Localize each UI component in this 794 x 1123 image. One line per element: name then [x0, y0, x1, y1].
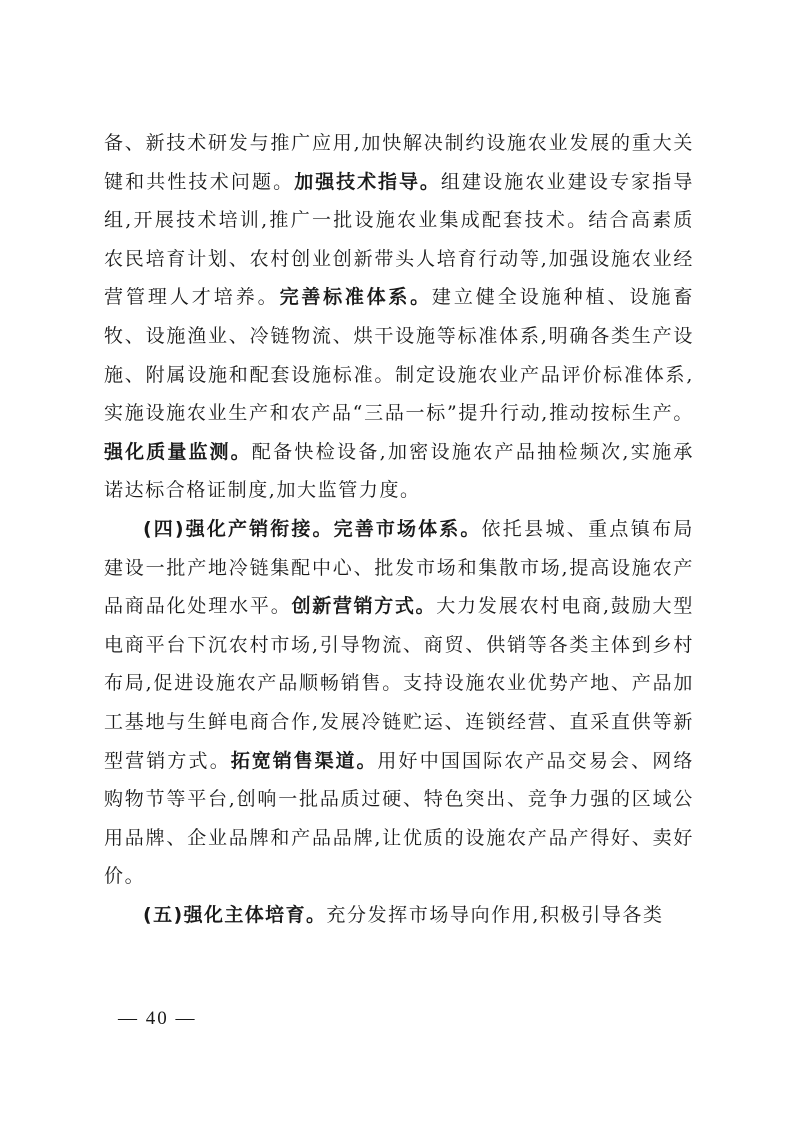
heading-market-system: 完善市场体系。 — [333, 517, 482, 540]
para2-text-1: 依托县城、重点镇布局建设一批产地冷链集配中心、批发市场和集散市场,提高设施农产品商品化处理水平。 — [104, 517, 694, 618]
heading-standard-system: 完善标准体系。 — [279, 286, 432, 309]
heading-tech-guidance: 加强技术指导。 — [294, 170, 441, 193]
heading-marketing-innovation: 创新营销方式。 — [291, 595, 437, 618]
document-body — [104, 124, 694, 934]
section-heading-4: (四)强化产销衔接。 — [143, 517, 334, 540]
para1-text-1: 备、新技术研发与推广应用,加快解决制约设施农业发展的重大关键和共性技术问题。 — [104, 132, 694, 193]
paragraph-subject-cultivation — [104, 896, 694, 935]
para1-text-2: 组建设施农业建设专家指导组,开展技术培训,推广一批设施农业集成配套技术。结合高素质农民培育计划、农村创业创新带头人培育行动等,加强设施农业经营管理人才培养。 — [104, 170, 694, 309]
page-number: — 40 — — [118, 1008, 197, 1029]
para2-text-3: 用好中国国际农产品交易会、网络购物节等平台,创响一批品质过硬、特色突出、竞争力强的区域公用品牌、企业品牌和产品品牌,让优质的设施农产品产得好、卖好价。 — [104, 749, 694, 888]
paragraph-production-marketing — [104, 510, 694, 896]
paragraph-tech-standards — [104, 124, 694, 510]
para2-text-2: 大力发展农村电商,鼓励大型电商平台下沉农村市场,引导物流、商贸、供销等各类主体到乡村布局,促进设施农产品顺畅销售。支持设施农业优势产地、产品加工基地与生鲜电商合作,发展冷链贮运、连锁经营、直采直供等新型营销方式。 — [104, 595, 695, 772]
para3-text-1: 充分发挥市场导向作用,积极引导各类 — [326, 903, 664, 926]
para1-text-3: 建立健全设施种植、设施畜牧、设施渔业、冷链物流、烘干设施等标准体系,明确各类生产设施、附属设施和配套设施标准。制定设施农业产品评价标准体系,实施设施农业生产和农产品“三品一标”提升行动,推动按标生产。 — [104, 286, 694, 425]
section-heading-5: (五)强化主体培育。 — [143, 903, 327, 926]
para1-text-4: 配备快检设备,加密设施农产品抽检频次,实施承诺达标合格证制度,加大监管力度。 — [104, 440, 694, 502]
heading-quality-monitoring: 强化质量监测。 — [104, 440, 252, 463]
heading-sales-channels: 拓宽销售渠道。 — [230, 749, 378, 772]
